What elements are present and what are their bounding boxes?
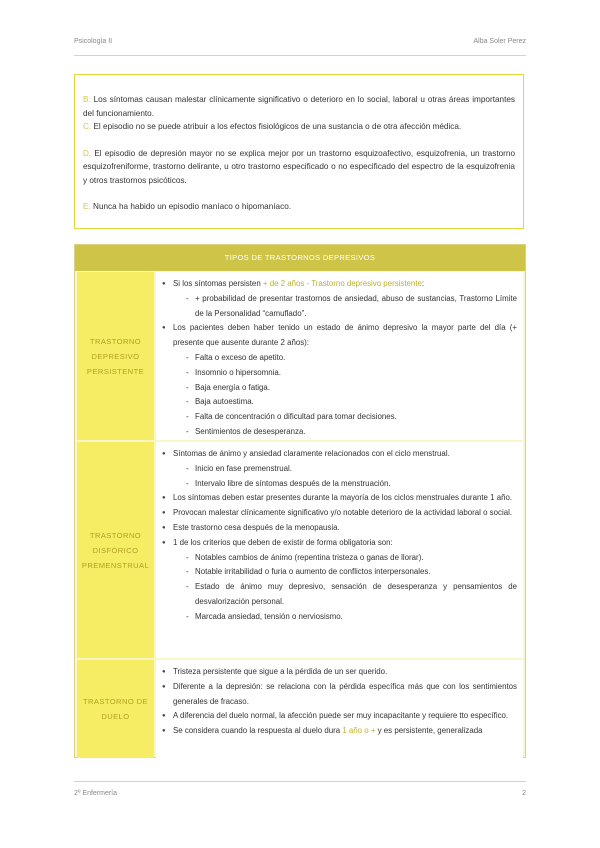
- sub-item: - Sentimientos de desesperanza.: [186, 426, 306, 436]
- list-item: ● Provocan malestar clínicamente significativo y/o notable deterioro de la actividad laboral o social.: [162, 506, 517, 521]
- footer-course: 2º Enfermería: [74, 790, 118, 797]
- list-item: ● Tristeza persistente que sigue a la pérdida de un ser querido.: [162, 665, 517, 680]
- header-divider: [74, 55, 526, 56]
- list-item: ● 1 de los criterios que deben de existir de forma obligatoria son:: [162, 536, 517, 551]
- row-label: TRASTORNO DE DUELO: [77, 660, 154, 758]
- table-row-persistent: [75, 272, 525, 440]
- list-item: ● Este trastorno cesa después de la menopausia.: [162, 521, 517, 536]
- sub-item: - Baja energía o fatiga.: [186, 382, 271, 392]
- page-number: 2: [522, 790, 526, 797]
- sub-item: - Marcada ansiedad, tensión o nerviosismo.: [186, 611, 343, 621]
- sub-item: - Falta de concentración o dificultad para tomar decisiones.: [186, 412, 397, 422]
- criterion-e: E. Nunca ha habido un episodio maníaco o hipomaníaco.: [83, 202, 292, 211]
- criterion-c: C. El episodio no se puede atribuir a los efectos fisiológicos de una sustancia o de otra afección médica.: [83, 122, 462, 131]
- header-author: Alba Soler Perez: [473, 38, 526, 45]
- header-course: Psicología II: [74, 38, 113, 45]
- criterion-d: D. El episodio de depresión mayor no se explica mejor por un trastorno esquizoafectivo, esquizofrenia, un trastorno esquizofreniforme, trastorno delirante, u otro trastorno especificado o no especificado del espectro de la esquizofrenia y otros trastornos psicóticos.: [83, 148, 515, 185]
- sub-item: - Inicio en fase premenstrual.: [186, 463, 292, 473]
- table-row-grief: [75, 660, 525, 758]
- list-item: ● A diferencia del duelo normal, la afección puede ser muy incapacitante y requiere tto específico.: [162, 709, 517, 724]
- sub-item: - Intervalo libre de síntomas después de la menstruación.: [186, 478, 391, 488]
- list-item: ● Los pacientes deben haber tenido un estado de ánimo depresivo la mayor parte del día (+ presente que ausente durante 2 años):: [162, 321, 517, 351]
- sub-item: - + probabilidad de presentar trastornos de ansiedad, abuso de sustancias, Trastorno Límite de la Personalidad “camuflado”.: [186, 293, 517, 318]
- row-content: [156, 272, 523, 440]
- sub-item: - Baja autoestima.: [186, 397, 254, 407]
- row-content: [156, 442, 523, 658]
- footer-divider: [74, 781, 526, 782]
- list-item: ● Si los síntomas persisten + de 2 años - Trastorno depresivo persistente:: [162, 277, 517, 292]
- sub-item: - Insomnio o hipersomnia.: [186, 367, 281, 377]
- sub-item: - Estado de ánimo muy depresivo, sensación de desesperanza y pensamientos de desvalorización personal.: [186, 582, 517, 606]
- row-label: TRASTORNO DEPRESIVO PERSISTENTE: [77, 272, 154, 440]
- sub-item: - Falta o exceso de apetito.: [186, 352, 286, 362]
- list-item: ● Se considera cuando la respuesta al duelo dura 1 año o + y es persistente, generalizada: [162, 724, 517, 739]
- sub-item: - Notables cambios de ánimo (repentina tristeza o ganas de llorar).: [186, 552, 424, 562]
- criterion-b: B. Los síntomas causan malestar clínicamente significativo o deterioro en lo social, laboral u otras áreas importantes del funcionamiento.: [83, 95, 515, 118]
- list-item: ● Los síntomas deben estar presentes durante la mayoría de los ciclos menstruales durante 1 año.: [162, 491, 517, 506]
- criteria-box: [74, 74, 524, 229]
- depressive-disorders-table: [74, 244, 526, 758]
- row-label: TRASTORNO DISFÓRICO PREMENSTRUAL: [77, 442, 154, 658]
- list-item: ● Diferente a la depresión: se relaciona con la pérdida específica más que con los sentimientos generales de fracaso.: [162, 680, 517, 710]
- table-title: TIPOS DE TRASTORNOS DEPRESIVOS: [75, 245, 525, 271]
- sub-item: - Notable irritabilidad o furia o aumento de conflictos interpersonales.: [186, 567, 431, 577]
- list-item: ● Síntomas de ánimo y ansiedad claramente relacionados con el ciclo menstrual.: [162, 447, 517, 462]
- row-content: [156, 660, 523, 758]
- table-row-premenstrual: [75, 442, 525, 658]
